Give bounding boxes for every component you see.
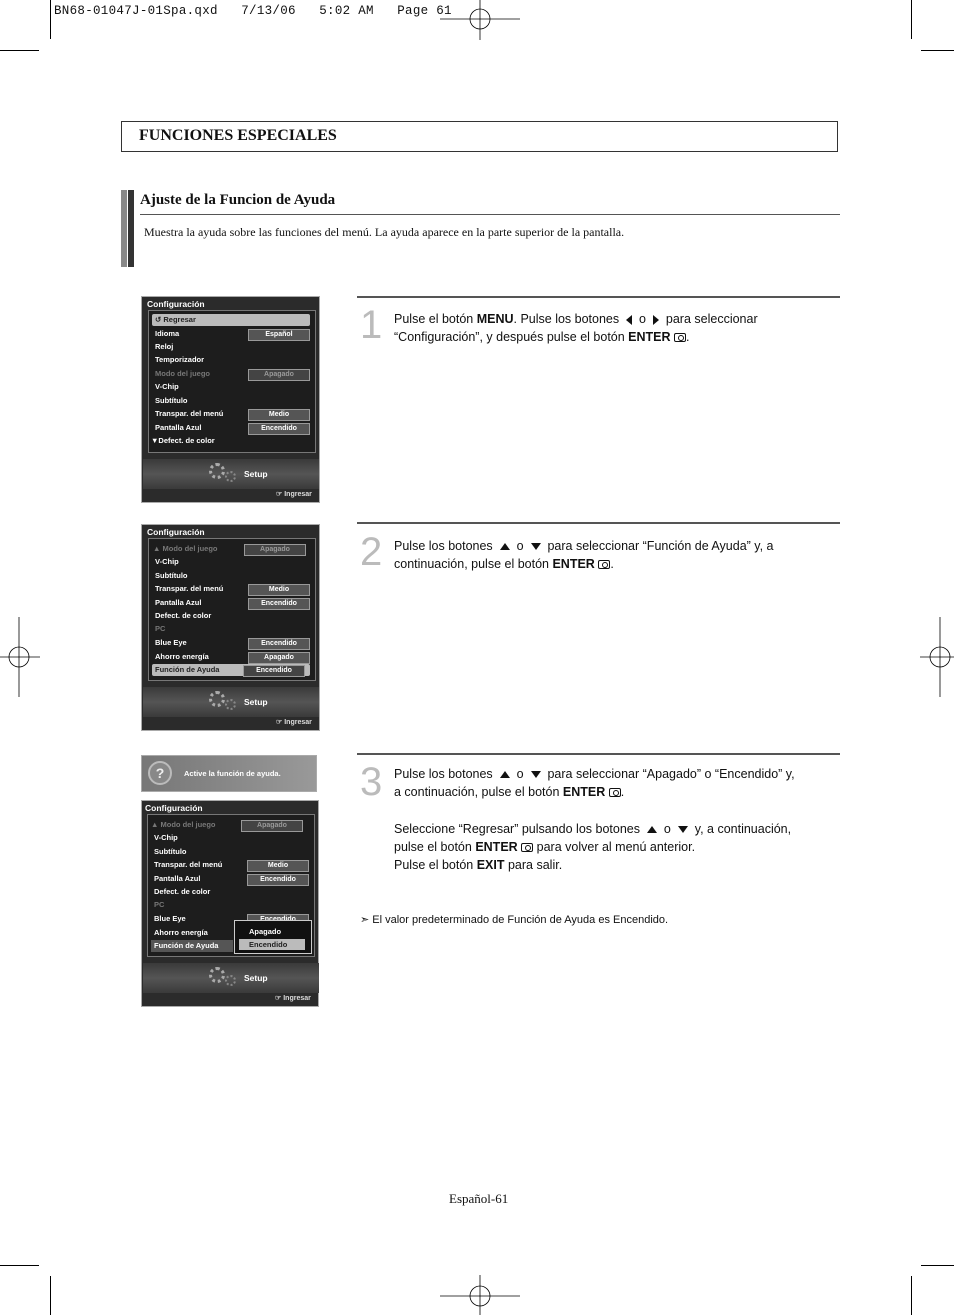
down-arrow-icon	[531, 771, 541, 778]
osd-row: Ahorro energía	[154, 928, 208, 937]
crop-mark	[0, 1265, 39, 1266]
step-text-part: Pulse los botones	[394, 767, 493, 781]
osd-row	[155, 408, 315, 420]
osd-row: Temporizador	[155, 355, 205, 364]
gear-icon	[209, 967, 225, 983]
left-arrow-icon	[626, 315, 632, 325]
osd-row-value: Apagado	[248, 652, 310, 664]
osd-enter-hint: ☞ Ingresar	[276, 491, 312, 498]
note-text: El valor predeterminado de Función de Ayuda es Encendido.	[372, 914, 669, 926]
osd-row-value: Español	[248, 329, 310, 341]
step-text-part: para seleccionar “Función de Ayuda” y, a	[547, 539, 774, 553]
osd-row-highlight	[152, 664, 310, 676]
osd-setup-label: Setup	[244, 973, 268, 983]
osd-dropdown	[234, 920, 312, 954]
osd-enter-hint: ☞ Ingresar	[276, 719, 312, 726]
enter-icon	[521, 843, 533, 852]
help-banner	[141, 755, 317, 792]
osd-row-value: Apagado	[244, 544, 306, 556]
dropdown-option-selected: Encendido	[239, 939, 305, 950]
step-text-part: Seleccione “Regresar” pulsando los botones	[394, 822, 640, 836]
step-text-part: para seleccionar	[665, 312, 758, 326]
osd-row-label: Función de Ayuda	[155, 665, 220, 674]
help-question-icon: ?	[148, 761, 172, 785]
osd-row-value: Medio	[248, 409, 310, 421]
step-text-part: a continuación, pulse el botón	[394, 785, 563, 799]
step-text-part: Pulse los botones	[394, 539, 493, 553]
osd-row: V-Chip	[155, 557, 179, 566]
up-arrow-icon	[647, 826, 657, 833]
step-text-part: para salir.	[504, 858, 563, 872]
osd-row-label: ▲ Modo del juego	[151, 820, 216, 829]
osd-row-label: Blue Eye	[155, 638, 187, 647]
enter-icon	[598, 560, 610, 569]
step-text-part: o	[516, 539, 524, 553]
step-text-part: o	[639, 312, 646, 326]
down-arrow-icon	[531, 543, 541, 550]
osd-screenshot-1	[141, 296, 320, 503]
step-3-extra-text	[394, 820, 791, 874]
osd-row-label: Pantalla Azul	[155, 423, 202, 432]
step-text-part: “Configuración”, y después pulse el botón	[394, 330, 629, 344]
step-text-part: Pulse el botón	[394, 312, 477, 326]
step-text-part: para seleccionar “Apagado” o “Encendido” y,	[547, 767, 795, 781]
osd-footer	[143, 459, 319, 489]
gear-icon	[225, 471, 236, 482]
page-footer: Español-61	[449, 1191, 509, 1206]
osd-row-label: Ahorro energía	[155, 652, 209, 661]
subsection-bar	[121, 190, 127, 267]
registration-mark-right	[920, 617, 954, 697]
osd-footer	[143, 687, 319, 717]
osd-row-label: Transpar. del menú	[155, 409, 224, 418]
osd-row: PC	[155, 624, 166, 633]
step-text-part: y, a continuación,	[694, 822, 792, 836]
osd-row	[155, 651, 315, 663]
step-text-part: para volver al menú anterior.	[533, 840, 696, 854]
osd-row-label: Pantalla Azul	[155, 598, 202, 607]
osd-row-label: Idioma	[155, 329, 180, 338]
osd-row-label: Transpar. del menú	[155, 584, 224, 593]
step-text-part: Pulse el botón	[394, 858, 477, 872]
osd-screenshot-2	[141, 524, 320, 731]
enter-button-name: ENTER	[628, 330, 671, 344]
registration-mark-top	[440, 0, 520, 40]
osd-row: Defect. de color	[155, 611, 212, 620]
subsection-bar	[128, 190, 134, 267]
osd-row	[155, 328, 315, 340]
osd-row: V-Chip	[154, 833, 178, 842]
osd-header: Configuración	[147, 299, 205, 309]
step-number: 3	[360, 760, 383, 804]
subsection-description: Muestra la ayuda sobre las funciones del menú. La ayuda aparece en la parte superior de la pantalla.	[144, 225, 625, 239]
crop-mark	[0, 50, 39, 51]
osd-row-value: Encendido	[243, 665, 305, 677]
step-text-part: pulse el botón	[394, 840, 476, 854]
osd-row-label: Regresar	[163, 315, 196, 324]
enter-button-name: ENTER	[552, 557, 595, 571]
step-number: 2	[360, 530, 383, 574]
gear-icon	[225, 699, 236, 710]
osd-enter-label: Ingresar	[283, 995, 311, 1002]
osd-row	[155, 597, 315, 609]
exit-button-name: EXIT	[476, 858, 505, 872]
help-banner-text: Active la función de ayuda.	[184, 769, 281, 778]
osd-row	[151, 819, 313, 831]
enter-icon	[674, 333, 686, 342]
gear-icon	[225, 975, 236, 986]
osd-row-label: Pantalla Azul	[154, 874, 201, 883]
osd-row-label: Blue Eye	[154, 914, 186, 923]
osd-enter-label: Ingresar	[284, 719, 312, 726]
step-text-part: o	[516, 767, 524, 781]
osd-row-value: Medio	[247, 860, 309, 872]
step-divider	[357, 296, 840, 298]
osd-menu-panel	[148, 310, 316, 453]
print-header: BN68-01047J-01Spa.qxd 7/13/06 5:02 AM Page 61	[54, 4, 452, 18]
osd-menu-panel	[148, 538, 316, 681]
note-arrow-icon: ➣	[360, 914, 370, 926]
crop-mark	[50, 0, 51, 39]
osd-row-highlight: ↺ Regresar	[152, 314, 310, 326]
down-arrow-icon	[678, 826, 688, 833]
step-divider	[357, 522, 840, 524]
up-arrow-icon	[500, 771, 510, 778]
osd-row	[155, 422, 315, 434]
osd-row	[154, 859, 314, 871]
osd-row: Subtítulo	[155, 571, 188, 580]
step-text-part: . Pulse los botones	[513, 312, 620, 326]
osd-row: PC	[154, 900, 165, 909]
enter-button-name: ENTER	[562, 785, 606, 799]
osd-row: Reloj	[155, 342, 174, 351]
osd-screenshot-3	[141, 800, 319, 1007]
osd-row: V-Chip	[155, 382, 179, 391]
osd-header: Configuración	[147, 527, 205, 537]
osd-row	[155, 583, 315, 595]
step-divider	[357, 753, 840, 755]
step-text-part: continuación, pulse el botón	[394, 557, 553, 571]
gear-icon	[209, 691, 225, 707]
osd-enter-label: Ingresar	[284, 491, 312, 498]
menu-button-name: MENU	[476, 312, 514, 326]
registration-mark-left	[0, 617, 40, 697]
crop-mark	[911, 0, 912, 39]
step-number: 1	[360, 303, 383, 347]
osd-row-label: ▲ Modo del juego	[153, 544, 218, 553]
up-arrow-icon	[500, 543, 510, 550]
osd-row-value: Apagado	[241, 820, 303, 832]
osd-row: Subtítulo	[155, 396, 188, 405]
osd-row-value: Encendido	[247, 874, 309, 886]
step-1-text: Pulse el botón MENU. Pulse los botones o para seleccionar “Configuración”, y después pulse el botón ENTER .	[394, 312, 758, 344]
osd-footer	[143, 963, 319, 993]
crop-mark	[921, 1265, 954, 1266]
osd-row	[154, 873, 314, 885]
section-title: FUNCIONES ESPECIALES	[139, 127, 337, 144]
osd-setup-label: Setup	[244, 469, 268, 479]
osd-row-label: Transpar. del menú	[154, 860, 223, 869]
osd-row	[155, 637, 315, 649]
osd-enter-hint: ☞ Ingresar	[275, 995, 311, 1002]
enter-icon	[609, 788, 621, 797]
osd-row-selected: Función de Ayuda	[151, 940, 233, 952]
osd-row	[155, 368, 315, 380]
osd-row: ▼Defect. de color	[151, 436, 215, 445]
step-text-part: o	[663, 822, 671, 836]
osd-setup-label: Setup	[244, 697, 268, 707]
osd-row-value: Encendido	[248, 423, 310, 435]
subsection-title: Ajuste de la Funcion de Ayuda	[140, 192, 336, 208]
osd-row: Subtítulo	[154, 847, 187, 856]
crop-mark	[911, 1276, 912, 1315]
registration-mark-bottom	[440, 1275, 520, 1315]
osd-row-label: Modo del juego	[155, 369, 210, 378]
dropdown-option: Apagado	[249, 927, 282, 936]
subsection-rule	[140, 214, 840, 215]
osd-row-value: Encendido	[248, 638, 310, 650]
osd-row-value: Encendido	[248, 598, 310, 610]
osd-row	[153, 543, 315, 555]
step-2-text: Pulse los botones o para seleccionar “Función de Ayuda” y, a continuación, pulse el botón ENTER .	[394, 539, 774, 571]
osd-header: Configuración	[145, 803, 203, 813]
osd-row-value: Apagado	[248, 369, 310, 381]
step-3-text: Pulse los botones o para seleccionar “Apagado” o “Encendido” y, a continuación, pulse el botón ENTER .	[394, 767, 795, 799]
crop-mark	[921, 50, 954, 51]
right-arrow-icon	[653, 315, 659, 325]
note	[360, 913, 668, 926]
gear-icon	[209, 463, 225, 479]
osd-row: Defect. de color	[154, 887, 211, 896]
enter-button-name: ENTER	[475, 840, 518, 854]
crop-mark	[50, 1276, 51, 1315]
osd-row-value: Medio	[248, 584, 310, 596]
